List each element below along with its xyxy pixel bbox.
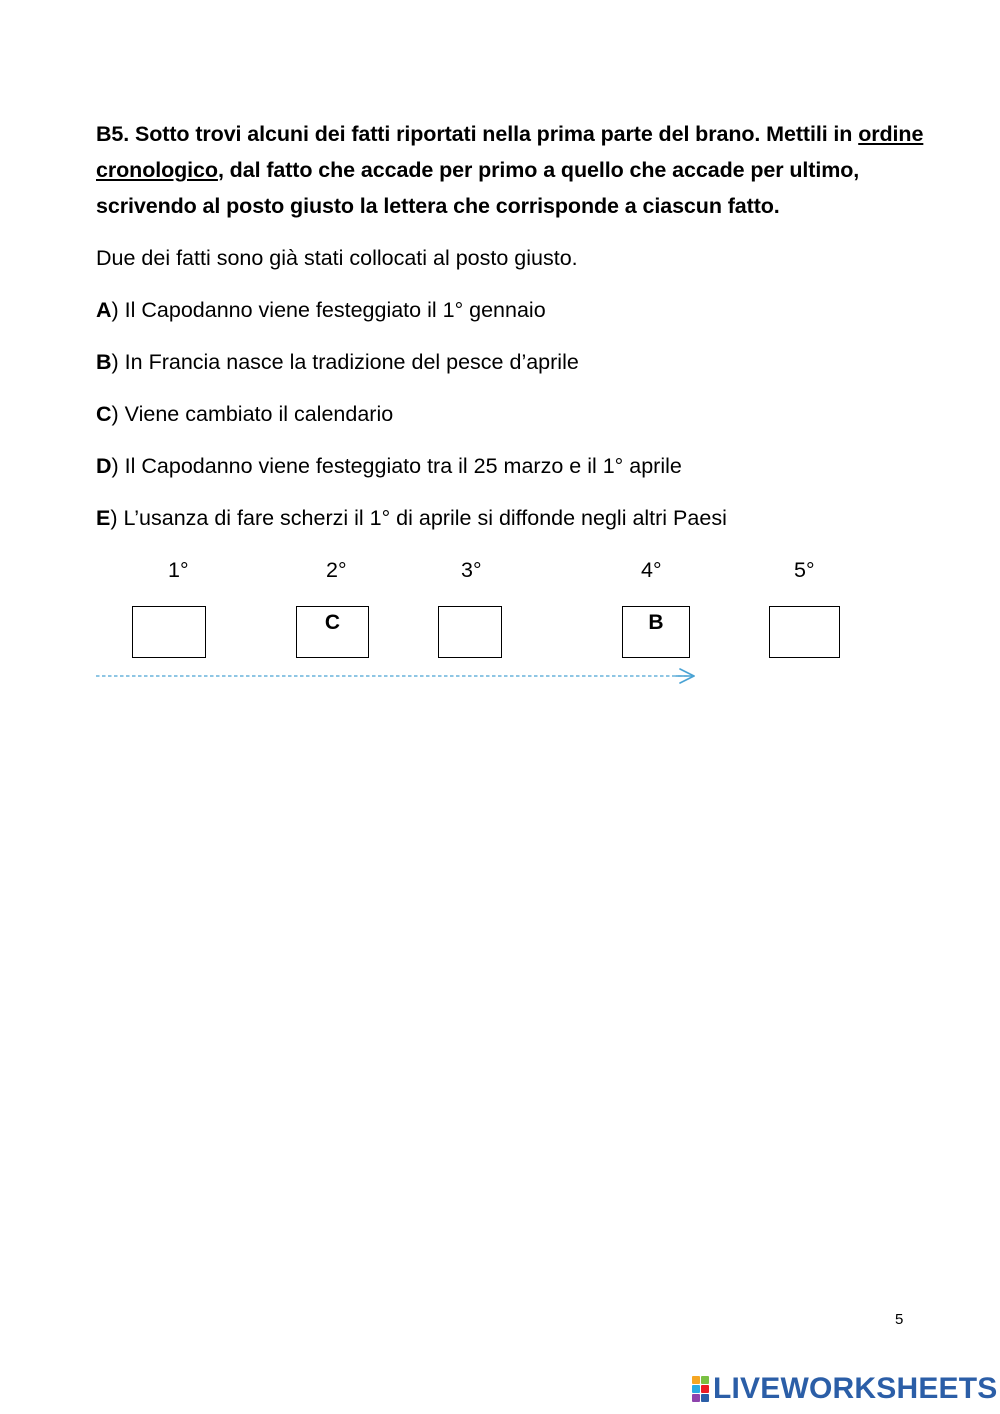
answer-slot-2: C (296, 606, 369, 658)
question-prefix: B5. Sotto trovi alcuni dei fatti riportati nella prima parte del brano. Mettili in (96, 122, 859, 146)
answer-slot-4: B (622, 606, 690, 658)
liveworksheets-logo-icon (692, 1376, 709, 1402)
fact-text: ) Il Capodanno viene festeggiato tra il 25 marzo e il 1° aprile (111, 454, 682, 478)
ordinal-5: 5° (794, 558, 815, 582)
fact-text: ) Il Capodanno viene festeggiato il 1° gennaio (111, 298, 546, 322)
ordinal-4: 4° (641, 558, 662, 582)
question-underlined: ordine cronologico (96, 122, 924, 182)
note-text: Due dei fatti sono già stati collocati al posto giusto. (96, 246, 578, 270)
question-text (96, 116, 926, 224)
answer-slot-5[interactable] (769, 606, 840, 658)
fact-letter: A (96, 298, 112, 322)
ordinal-2: 2° (326, 558, 347, 582)
fact-e (96, 504, 727, 532)
ordinal-3: 3° (461, 558, 482, 582)
timeline-arrow (96, 668, 700, 684)
fact-b (96, 348, 579, 376)
fact-text: ) In Francia nasce la tradizione del pesce d’aprile (111, 350, 579, 374)
fact-letter: B (96, 350, 112, 374)
answer-slot-3[interactable] (438, 606, 502, 658)
answer-slot-1[interactable] (132, 606, 206, 658)
page-number: 5 (895, 1311, 904, 1328)
fact-letter: E (96, 506, 111, 530)
question-suffix: , dal fatto che accade per primo a quello che accade per ultimo, scrivendo al posto giusto la lettera che corrisponde a ciascun fatto. (96, 158, 860, 218)
liveworksheets-brand[interactable] (692, 1374, 998, 1404)
fact-c (96, 400, 393, 428)
fact-text: ) L’usanza di fare scherzi il 1° di aprile si diffonde negli altri Paesi (110, 506, 727, 530)
ordinal-1: 1° (168, 558, 189, 582)
fact-d (96, 452, 682, 480)
brand-name: LIVEWORKSHEETS (713, 1372, 998, 1405)
fact-letter: C (96, 402, 112, 426)
fact-a (96, 296, 546, 324)
fact-text: ) Viene cambiato il calendario (111, 402, 394, 426)
fact-letter: D (96, 454, 112, 478)
